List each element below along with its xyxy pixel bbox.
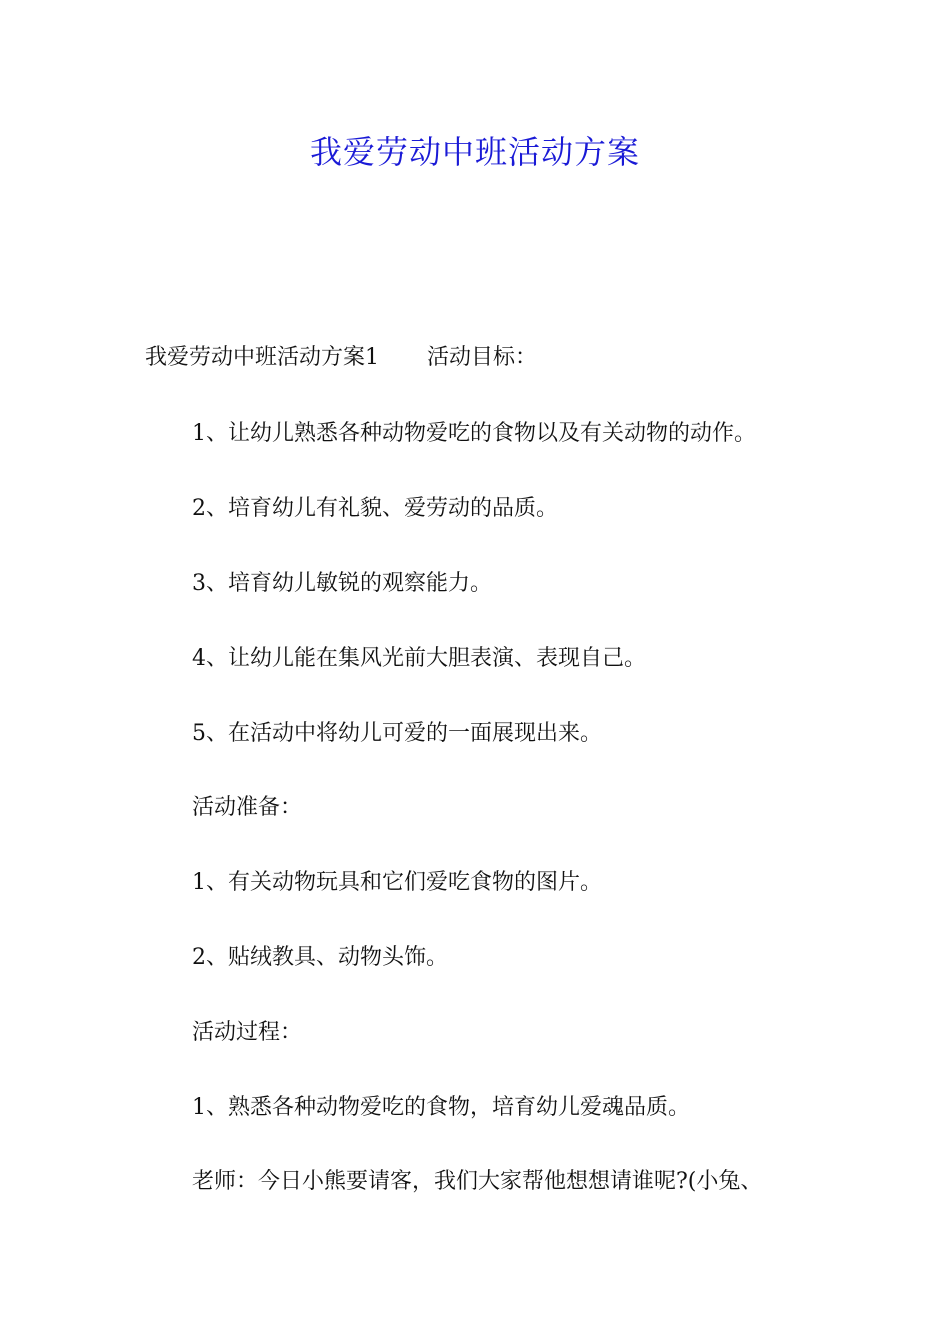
paragraph-prep-1: 1、有关动物玩具和它们爱吃食物的图片。 (192, 870, 602, 895)
paragraph-process-1: 1、熟悉各种动物爱吃的食物，培育幼儿爱魂品质。 (192, 1095, 690, 1120)
paragraph-goal-1: 1、让幼儿熟悉各种动物爱吃的食物以及有关动物的动作。 (192, 421, 756, 446)
section-heading-process: 活动过程： (192, 1020, 303, 1045)
first-line (145, 342, 537, 374)
paragraph-goal-5: 5、在活动中将幼儿可爱的一面展现出来。 (192, 721, 602, 746)
section-heading-prep: 活动准备： (192, 795, 303, 820)
paragraph-teacher-line: 老师：今日小熊要请客，我们大家帮他想想请谁呢?(小兔、 (192, 1169, 763, 1194)
document-title: 我爱劳动中班活动方案 (309, 133, 640, 171)
paragraph-goal-2: 2、培育幼儿有礼貌、爱劳动的品质。 (192, 496, 558, 521)
paragraph-goal-3: 3、培育幼儿敏锐的观察能力。 (192, 571, 492, 596)
paragraph-prep-2: 2、贴绒教具、动物头饰。 (192, 945, 448, 970)
plan-label: 我爱劳动中班活动方案1 (145, 345, 379, 370)
paragraph-goal-4: 4、让幼儿能在集风光前大胆表演、表现自己。 (192, 646, 646, 671)
section-heading-goals: 活动目标： (427, 345, 538, 370)
